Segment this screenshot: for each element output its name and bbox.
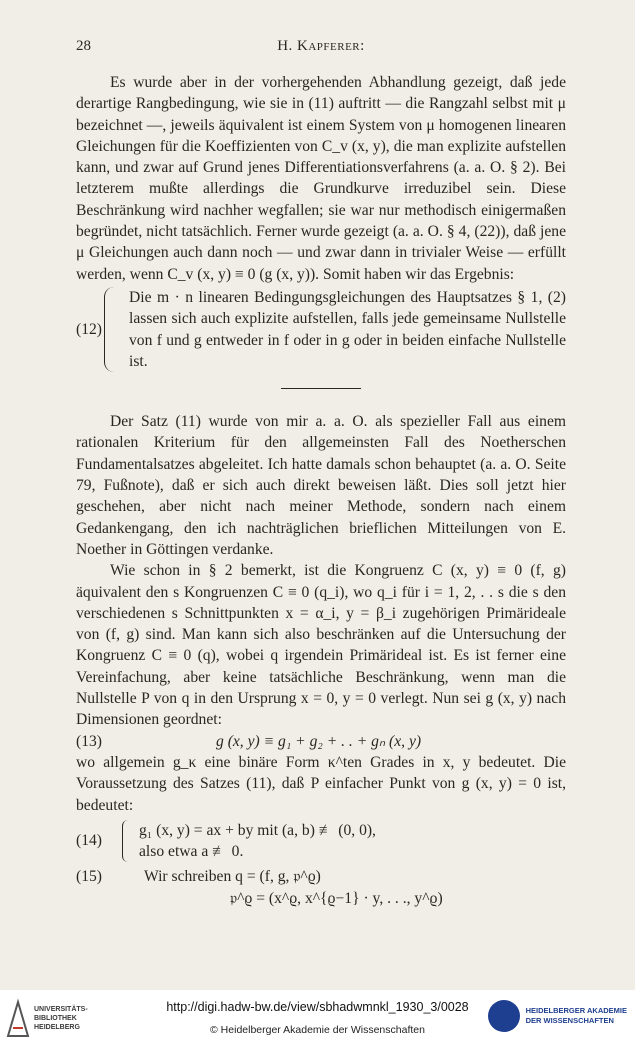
section-divider [281,388,361,389]
equation-12 [76,287,566,372]
page-number: 28 [76,38,91,54]
running-title: H. Kapferer: [277,38,365,54]
academy-logo[interactable] [488,1000,627,1032]
equation-15-line-2: 𝔭^ϱ = (x^ϱ, x^{ϱ−1} · y, . . ., y^ϱ) [230,889,443,907]
body-text [76,72,566,909]
copyright-notice: © Heidelberger Akademie der Wissenschaften [210,1024,425,1036]
paragraph-4: wo allgemein g_κ eine binäre Form κ^ten Grades in x, y bedeutet. Die Voraussetzung des Satzes (11), daß P einfacher Punkt von g (x, y) = 0 ist, bedeutet: [76,753,566,814]
equation-12-text: Die m · n linearen Bedingungsgleichungen des Hauptsatzes § 1, (2) lassen sich auch explizite aufstellen, falls jede gemeinsame Nullstelle von f und g entweder in f oder in g oder in beiden einfache Nullstelle ist. [129,288,566,370]
equation-13-content: g (x, y) ≡ g₁ + g₂ + . . + gₙ (x, y) [216,732,422,750]
academy-logo-text: HEIDELBERGER AKADEMIE DER WISSENSCHAFTEN [525,1006,627,1025]
equation-14-line-2: also etwa a ≢ 0. [139,843,244,861]
viewer-footer [0,990,635,1047]
equation-14-tag: (14) [76,832,102,850]
equation-15-tag: (15) [76,868,102,886]
paragraph-2: Der Satz (11) wurde von mir a. a. O. als spezieller Fall aus einem rationalen Kriterium für den allgemeinsten Fall des Noetherschen Fundamentalsatzes abgeleitet. Ich hatte damals schon behauptet (a. a. O. Seite 79, Fußnote), daß er sich auch direkt beweisen läßt. Dies soll jetzt hier geschehen, aber nicht nach meiner Methode, sondern nach einem Gedankengang, den ich nachträglichen brieflichen Mitteilungen von E. Noether in Göttingen verdanke. [76,413,566,558]
equation-13-tag: (13) [76,732,102,750]
equation-14 [76,820,566,863]
equation-15-line-1: Wir schreiben q = (f, g, 𝔭^ϱ) [144,868,321,886]
left-brace [104,287,119,372]
equation-13 [76,731,566,752]
left-brace [122,820,131,863]
library-logo-text: UNIVERSITÄTS- BIBLIOTHEK HEIDELBERG [34,1005,88,1031]
paragraph-3: Wie schon in § 2 bemerkt, ist die Kongruenz C (x, y) ≡ 0 (f, g) äquivalent den s Kongruenzen C ≡ 0 (q_i), wo q_i für i = 1, 2, . . s die s den verschiedenen s Schnittpunkten x = α_i, y = β_i zugehörigen Primärideale von (f, g) sind. Man kann sich also beschränken auf die Untersuchung der Kongruenz C ≡ 0 (q), wobei q irgendein Primärideal ist. Es ist ferner eine Vereinfachung, aber keine tatsächliche Beschränkung, wenn man die Nullstelle P von q in den Ursprung x = 0, y = 0 verlegt. Nun sei g (x, y) nach Dimensionen geordnet: [76,562,566,729]
equation-12-tag: (12) [76,320,102,338]
equation-14-line-1: g₁ (x, y) = ax + by mit (a, b) ≢ (0, 0), [139,821,376,839]
academy-emblem-icon [488,1000,520,1032]
page-url-link[interactable]: http://digi.hadw-bw.de/view/sbhadwmnkl_1930_3/0028 [166,1000,469,1014]
equation-15 [76,866,566,887]
paragraph-1: Es wurde aber in der vorhergehenden Abhandlung gezeigt, daß jede derartige Rangbedingung, wie sie in (11) auftritt — die Rangzahl selbst mit μ bezeichnet —, jeweils äquivalent ist einem System von μ homogenen linearen Gleichungen für die Koeffizienten von C_v (x, y), die man explizite aufstellen kann, und zwar auf Grund jenes Differentiationsverfahrens (a. a. O. § 2). Bei letzterem mußte allerdings die Grundkurve irreduzibel sein. Diese Beschränkung wird nachher wegfallen; sie war nur methodisch einigermaßen begründet, nicht tatsächlich. Ferner wurde gezeigt (a. a. O. § 4, (22)), daß jene μ Gleichungen auch dann noch — und zwar dann in trivialer Weise — erfüllt werden, wenn C_v (x, y) ≡ 0 (g (x, y)). Somit haben wir das Ergebnis: [76,74,566,283]
